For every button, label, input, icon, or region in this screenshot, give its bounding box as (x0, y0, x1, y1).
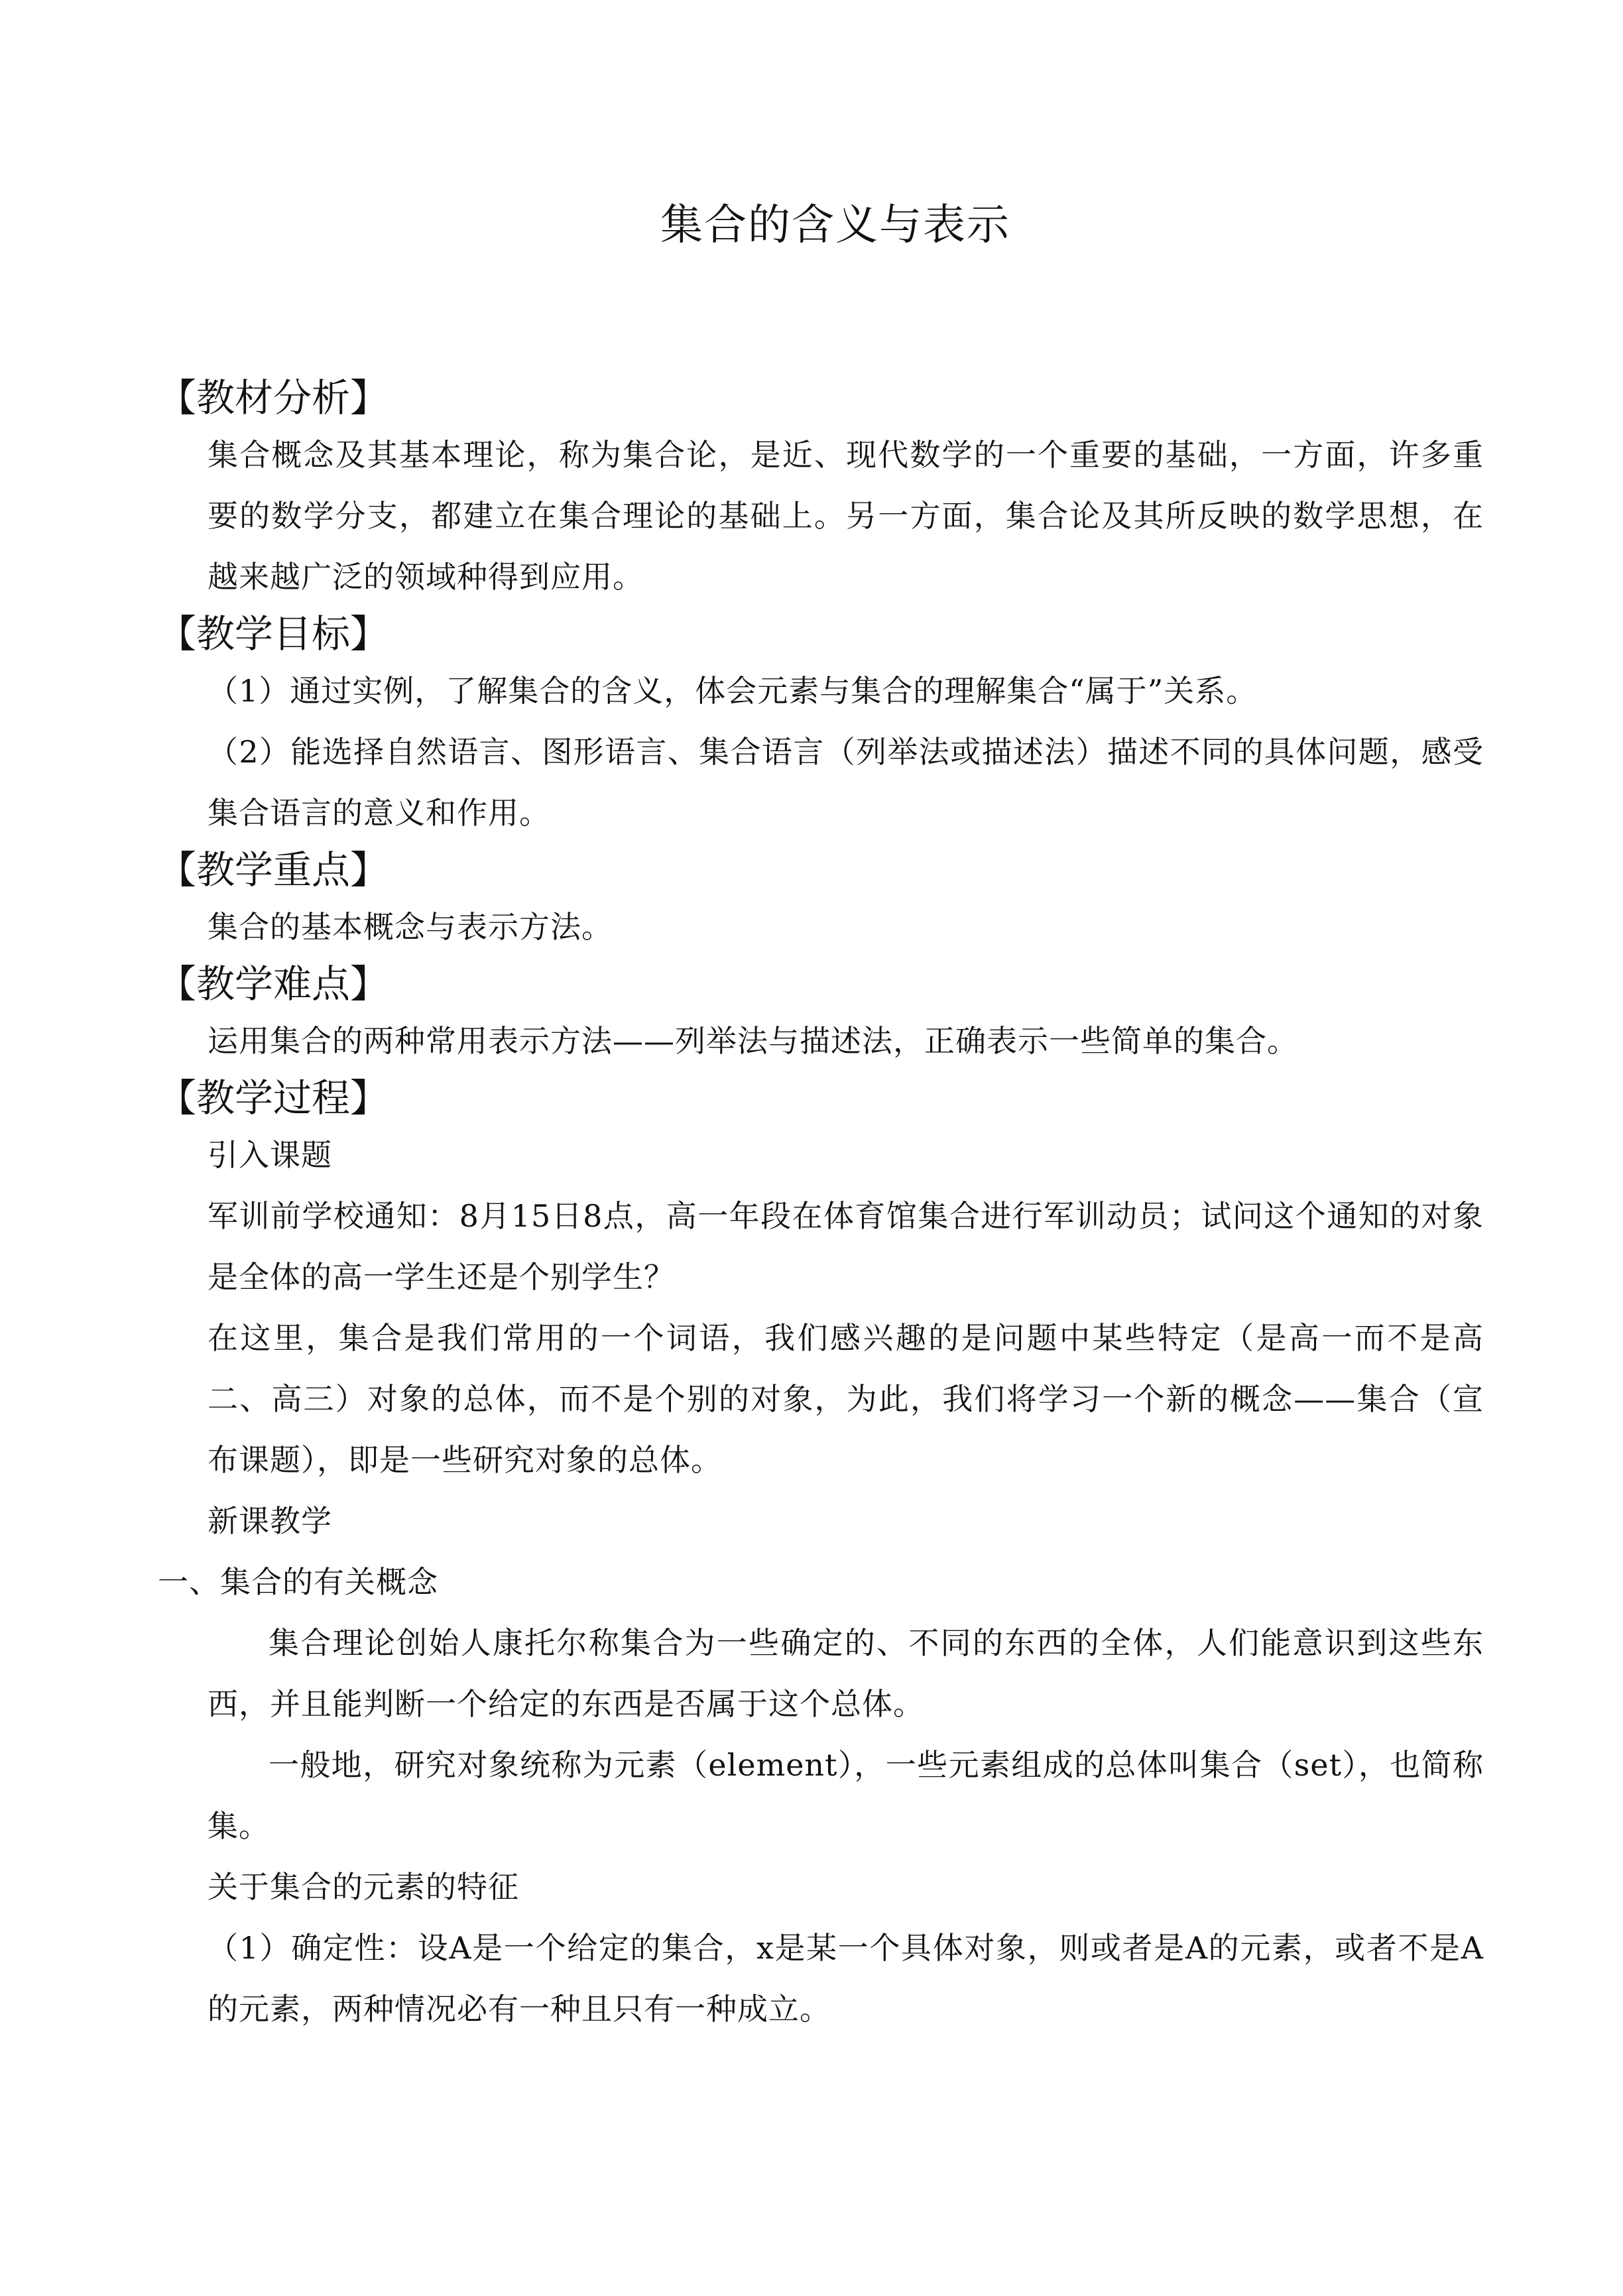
paragraph-objective-2: （2）能选择自然语言、图形语言、集合语言（列举法或描述法）描述不同的具体问题，感受集合语言的意义和作用。 (208, 734, 1484, 831)
section-heading-difficulties: 【教学难点】 (158, 961, 389, 1006)
paragraph: 一般地，研究对象统称为元素（element），一些元素组成的总体叫集合（set），也简称集。 (208, 1747, 1484, 1844)
document-title: 集合的含义与表示 (660, 201, 1010, 250)
paragraph: 关于集合的元素的特征 (208, 1869, 519, 1905)
part-one-heading: 一、集合的有关概念 (158, 1564, 438, 1600)
paragraph: 在这里，集合是我们常用的一个词语，我们感兴趣的是问题中某些特定（是高一而不是高二、高三）对象的总体，而不是个别的对象，为此，我们将学习一个新的概念——集合（宣布课题），即是一些研究对象的总体。 (208, 1320, 1484, 1478)
paragraph-new-lesson: 新课教学 (208, 1503, 332, 1539)
section-heading-key-points: 【教学重点】 (158, 847, 389, 892)
paragraph-intro-topic: 引入课题 (208, 1137, 332, 1173)
paragraph: 运用集合的两种常用表示方法——列举法与描述法，正确表示一些简单的集合。 (208, 1023, 1298, 1059)
paragraph: 集合的基本概念与表示方法。 (208, 909, 613, 945)
section-heading-textbook-analysis: 【教材分析】 (158, 375, 389, 420)
section-heading-teaching-process: 【教学过程】 (158, 1075, 389, 1120)
paragraph: 集合理论创始人康托尔称集合为一些确定的、不同的东西的全体，人们能意识到这些东西，并且能判断一个给定的东西是否属于这个总体。 (208, 1625, 1484, 1722)
document-body (158, 371, 1484, 2039)
paragraph-objective-1: （1）通过实例，了解集合的含义，体会元素与集合的理解集合“属于”关系。 (208, 673, 1258, 709)
section-heading-teaching-objectives: 【教学目标】 (158, 611, 389, 656)
paragraph-determinacy: （1）确定性：设A是一个给定的集合，x是某一个具体对象，则或者是A的元素，或者不是A的元素，两种情况必有一种且只有一种成立。 (208, 1930, 1484, 2027)
paragraph: 集合概念及其基本理论，称为集合论，是近、现代数学的一个重要的基础，一方面，许多重要的数学分支，都建立在集合理论的基础上。另一方面，集合论及其所反映的数学思想，在越来越广泛的领域种得到应用。 (208, 437, 1484, 595)
paragraph: 军训前学校通知：8月15日8点，高一年段在体育馆集合进行军训动员；试问这个通知的对象是全体的高一学生还是个别学生？ (208, 1198, 1484, 1295)
